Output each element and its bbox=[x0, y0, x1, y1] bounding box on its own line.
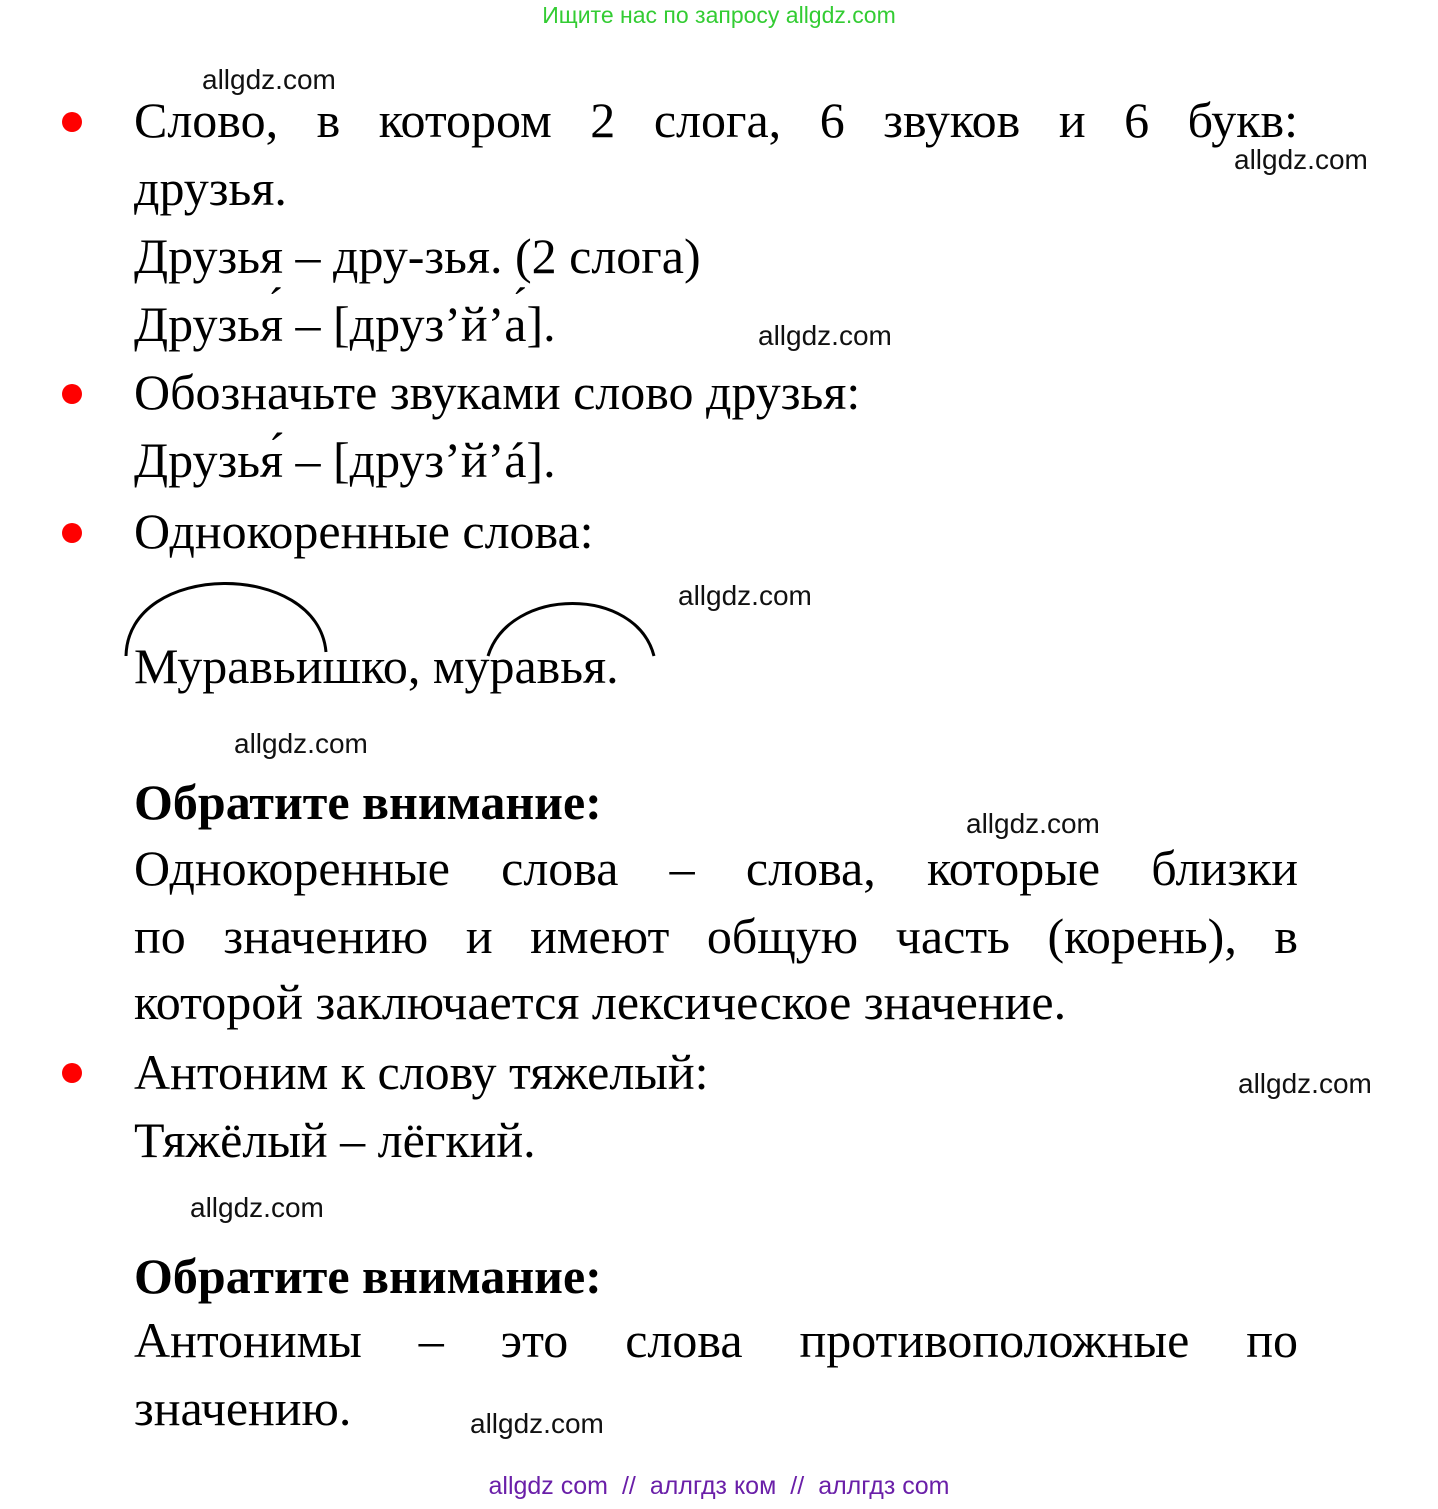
watermark: allgdz.com bbox=[1234, 144, 1368, 175]
section1-line4-word: Друзь bbox=[134, 296, 261, 352]
section3-line1: Однокоренные слова: bbox=[134, 503, 594, 559]
note1-line1: Однокоренные слова – слова, которые близки bbox=[134, 840, 1298, 896]
section2-line2: Друзья́ – [друз’й’á]. bbox=[134, 432, 556, 488]
note1-line3: которой заключается лексическое значение. bbox=[134, 974, 1067, 1030]
watermark: allgdz.com bbox=[966, 808, 1100, 839]
section1-line4-stressed: я ´ bbox=[260, 296, 283, 352]
section4-line2: Тяжёлый – лёгкий. bbox=[134, 1112, 536, 1168]
watermark: allgdz.com bbox=[202, 64, 336, 95]
note1-title: Обратите внимание: bbox=[134, 774, 602, 830]
section2-line1: Обозначьте звуками слово друзья: bbox=[134, 364, 861, 420]
footer-separator: // bbox=[790, 1472, 805, 1500]
footer-link-1[interactable]: allgdz com bbox=[488, 1472, 608, 1500]
footer-separator: // bbox=[621, 1472, 636, 1500]
section1-line2: друзья. bbox=[134, 160, 287, 216]
watermark: allgdz.com bbox=[470, 1408, 604, 1439]
watermark: allgdz.com bbox=[678, 580, 812, 611]
section4-line1: Антоним к слову тяжелый: bbox=[134, 1044, 709, 1100]
note1-line2: по значению и имеют общую часть (корень), в bbox=[134, 908, 1298, 964]
note2-title: Обратите внимание: bbox=[134, 1248, 602, 1304]
bullet-icon bbox=[62, 1063, 82, 1083]
footer-link-2[interactable]: аллгдз ком bbox=[649, 1472, 777, 1500]
watermark: allgdz.com bbox=[234, 728, 368, 759]
watermark: allgdz.com bbox=[1238, 1068, 1372, 1099]
section3-words: Муравьишко, муравья. bbox=[134, 638, 619, 694]
watermark: allgdz.com bbox=[758, 320, 892, 351]
footer-link-3[interactable]: аллгдз com bbox=[818, 1472, 950, 1500]
section1-line4-end: ]. bbox=[526, 296, 556, 352]
section1-line4-stressed2: а ´ bbox=[504, 296, 526, 352]
section1-line1: Слово, в котором 2 слога, 6 звуков и 6 букв: bbox=[134, 92, 1298, 148]
root-arcs bbox=[0, 0, 1438, 720]
note2-line2: значению. bbox=[134, 1380, 352, 1436]
watermark: allgdz.com bbox=[190, 1192, 324, 1223]
section1-line4-mid: – [друз’й’ bbox=[283, 296, 505, 352]
section1-line3: Друзья – дру-зья. (2 слога) bbox=[134, 228, 701, 284]
note2-line1: Антонимы – это слова противоположные по bbox=[134, 1312, 1298, 1368]
footer bbox=[0, 1472, 1438, 1501]
top-banner: Ищите нас по запросу allgdz.com bbox=[542, 2, 896, 28]
